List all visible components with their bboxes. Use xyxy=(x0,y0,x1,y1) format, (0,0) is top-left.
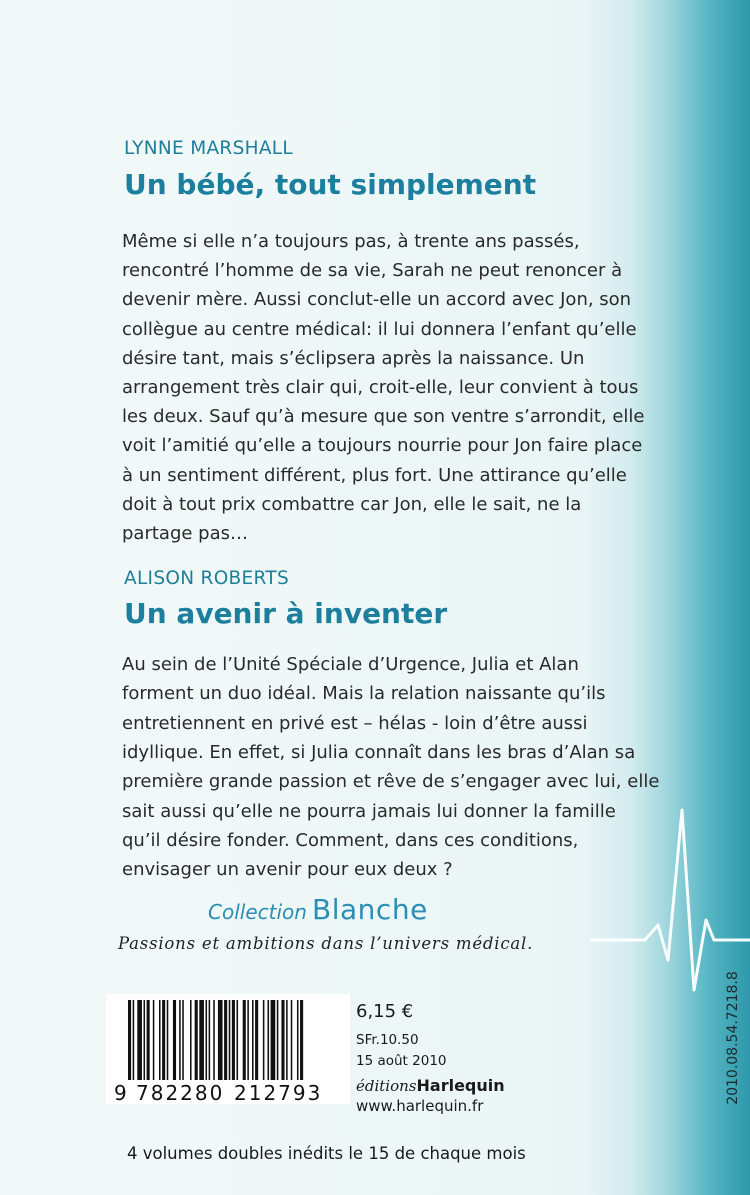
barcode-bar xyxy=(137,1000,142,1080)
barcode-bar xyxy=(229,1000,231,1080)
barcode-bar xyxy=(167,1000,169,1080)
barcode-bar xyxy=(286,1000,288,1080)
barcode-bar xyxy=(209,1000,211,1080)
barcode-bar xyxy=(195,1000,198,1080)
barcode-left-digits: 782280 xyxy=(136,1081,225,1104)
barcode-bar xyxy=(199,1000,204,1080)
barcode-bar xyxy=(128,1000,131,1080)
barcode-bar xyxy=(190,1000,192,1080)
barcode-bar xyxy=(300,1000,303,1080)
barcode-right-digits: 212793 xyxy=(234,1081,323,1104)
summary-line: Même si elle n’a toujours pas, à trente ans passés, xyxy=(122,231,580,252)
barcode-bar xyxy=(179,1000,181,1080)
summary-line: doit à tout prix combattre car Jon, elle le sait, ne la xyxy=(122,493,582,515)
footer-note: 4 volumes doubles inédits le 15 de chaque mois xyxy=(127,1144,526,1163)
price: 6,15 € xyxy=(356,1001,414,1022)
summary-line: devenir mère. Aussi conclut-elle un accord avec Jon, son xyxy=(122,289,632,311)
collection-prefix: Collection xyxy=(208,900,307,924)
barcode-bar xyxy=(213,1000,215,1080)
summary-line: désire tant, mais s’éclipsera après la naissance. Un xyxy=(122,347,585,369)
summary-line: envisager un avenir pour eux deux ? xyxy=(122,859,453,881)
barcode-bar xyxy=(182,1000,184,1080)
swiss-price: SFr.10.50 xyxy=(356,1032,419,1048)
barcode-bar xyxy=(297,1000,299,1080)
publisher-prefix: éditions xyxy=(356,1077,417,1095)
publisher-name: Harlequin xyxy=(416,1076,505,1095)
publisher-logo xyxy=(356,1076,505,1095)
barcode-bar xyxy=(252,1000,254,1080)
barcode-bar xyxy=(218,1000,223,1080)
barcode-bar xyxy=(206,1000,208,1080)
barcode-bar xyxy=(243,1000,246,1080)
summary-line: première grande passion et rêve de s’engager avec lui, elle xyxy=(122,771,660,793)
summary-line: à un sentiment différent, plus fort. Une attirance qu’elle xyxy=(122,464,627,486)
barcode-bar xyxy=(224,1000,227,1080)
barcode-bar xyxy=(237,1000,239,1080)
barcode-bar xyxy=(263,1000,265,1080)
book1-author: LYNNE MARSHALL xyxy=(124,138,293,159)
barcode-bar xyxy=(281,1000,284,1080)
summary-line: les deux. Sauf qu’à mesure que son ventre s’arrondit, elle xyxy=(122,406,645,428)
summary-line: idyllique. En effet, si Julia connaît dans les bras d’Alan sa xyxy=(122,741,636,763)
barcode-bar xyxy=(291,1000,293,1080)
summary-line: arrangement très clair qui, croit-elle, leur convient à tous xyxy=(122,377,639,398)
barcode-bar xyxy=(153,1000,155,1080)
summary-line: rencontré l’homme de sa vie, Sarah ne peut renoncer à xyxy=(122,260,623,282)
collection-heading xyxy=(208,893,428,926)
barcode xyxy=(106,994,350,1104)
barcode-bar xyxy=(133,1000,135,1080)
isbn-vertical: 2010.08.54.7218.8 xyxy=(725,971,741,1105)
barcode-bar xyxy=(255,1000,258,1080)
summary-line: entretiennent en privé est – hélas - loin d’être aussi xyxy=(122,712,588,734)
barcode-lead-digit: 9 xyxy=(114,1081,127,1104)
book1-title: Un bébé, tout simplement xyxy=(124,168,537,201)
collection-name: Blanche xyxy=(312,893,428,926)
ecg-line-decoration xyxy=(590,800,750,1000)
barcode-bar xyxy=(162,1000,165,1080)
barcode-bar xyxy=(271,1000,276,1080)
summary-line: Au sein de l’Unité Spéciale d’Urgence, Julia et Alan xyxy=(122,654,579,675)
collection-tagline: Passions et ambitions dans l’univers médical. xyxy=(118,934,534,953)
summary-line: forment un duo idéal. Mais la relation naissante qu’ils xyxy=(122,683,606,705)
book2-title: Un avenir à inventer xyxy=(124,597,448,630)
barcode-bar xyxy=(173,1000,176,1080)
barcode-bar xyxy=(268,1000,270,1080)
barcode-bar xyxy=(159,1000,161,1080)
summary-line: partage pas… xyxy=(122,523,248,544)
summary-line: qu’il désire fonder. Comment, dans ces conditions, xyxy=(122,829,579,851)
summary-line: sait aussi qu’elle ne pourra jamais lui donner la famille xyxy=(122,800,616,822)
barcode-bar xyxy=(247,1000,249,1080)
barcode-bar xyxy=(144,1000,146,1080)
barcode-bar xyxy=(277,1000,279,1080)
publisher-website[interactable]: www.harlequin.fr xyxy=(356,1097,484,1115)
book2-author: ALISON ROBERTS xyxy=(124,568,289,589)
summary-line: collègue au centre médical: il lui donnera l’enfant qu’elle xyxy=(122,318,637,340)
barcode-bar xyxy=(232,1000,235,1080)
barcode-bar xyxy=(147,1000,150,1080)
barcode-graphic xyxy=(106,994,350,1104)
summary-line: voit l’amitié qu’elle a toujours nourrie pour Jon faire place xyxy=(122,435,643,457)
publication-date: 15 août 2010 xyxy=(356,1053,447,1069)
